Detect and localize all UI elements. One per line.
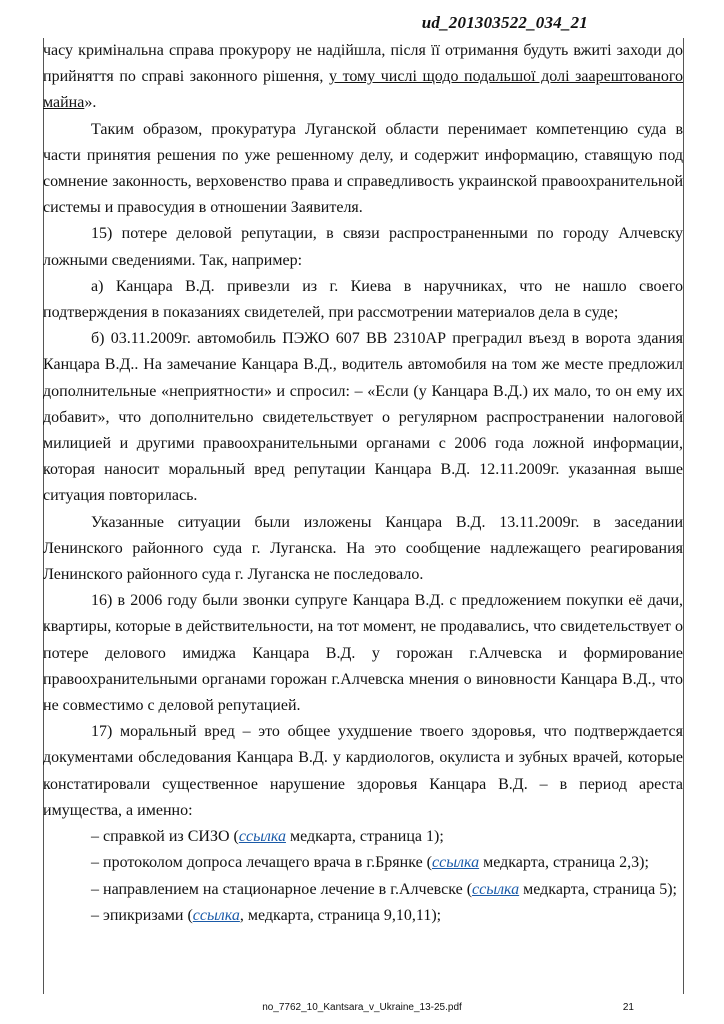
paragraph-item-16: 16) в 2006 году были звонки супруге Канцара В.Д. с предложением покупки её дачи, квартиры, которые в действительности, на тот момент, не продавались, что свидетельствует о потере делового имиджа Канцара В.Д. у горожан г.Алчевска и формирование правоохранительными органами горожан г.Алчевска мнения о виновности Канцара В.Д., что не совместимо с деловой репутацией. bbox=[43, 592, 683, 715]
paragraph-item-17: 17) моральный вред – это общее ухудшение твоего здоровья, что подтверждается документами обследования Канцара В.Д. у кардиологов, окулиста и зубных врачей, которые констатировали существенное нарушение здоровья Канцара В.Д. – в период ареста имущества, а именно: bbox=[43, 723, 683, 819]
paragraph-item-15a: а) Канцара В.Д. привезли из г. Киева в наручниках, что не нашло своего подтверждения в показаниях свидетелей, при рассмотрении материалов дела в суде; bbox=[43, 277, 683, 322]
document-id: ud_201303522_034_21 bbox=[421, 13, 588, 32]
list-item-epicrisis: – эпикризами (ссылка, медкарта, страница 9,10,11); bbox=[91, 906, 442, 924]
footer-filename: no_7762_10_Kantsara_v_Ukraine_13-25.pdf bbox=[262, 1002, 462, 1013]
paragraph-prosecutor: Таким образом, прокуратура Луганской области перенимает компетенцию суда в части принятия решения по уже решенному делу, и содержит информацию, ставящую под сомнение законность, верховенство права и справедливость украинской правоохранительной системы и правосудия в отношении Заявителя. bbox=[43, 120, 683, 217]
document-body bbox=[43, 38, 683, 929]
page-number: 21 bbox=[622, 1002, 634, 1013]
reference-link[interactable]: ссылка bbox=[192, 906, 240, 924]
reference-link[interactable]: ссылка bbox=[432, 854, 480, 872]
paragraph-quote-end: часу кримінальна справа прокурору не надійшла, після її отримання будуть вжиті заходи до прийняття по справі законного рішення, у тому числі щодо подальшої долі заарештованого майна». bbox=[43, 42, 684, 112]
list-item-referral: – направлением на стационарное лечение в г.Алчевске (ссылка медкарта, страница 5); bbox=[91, 880, 677, 898]
page-footer bbox=[0, 1002, 724, 1022]
reference-link[interactable]: ссылка bbox=[238, 828, 286, 846]
list-item-sizo: – справкой из СИЗО (ссылка медкарта, страница 1); bbox=[91, 828, 444, 846]
reference-link[interactable]: ссылка bbox=[472, 880, 520, 898]
underlined-quote: у тому числі щодо подальшої долі заарештованого майна bbox=[43, 68, 684, 112]
paragraph-court-report: Указанные ситуации были изложены Канцара В.Д. 13.11.2009г. в заседании Ленинского районного суда г. Луганска. На это сообщение надлежащего реагирования Ленинского районного суда г. Луганска не последовало. bbox=[43, 513, 683, 584]
paragraph-item-15: 15) потере деловой репутации, в связи распространенными по городу Алчевску ложными сведениями. Так, например: bbox=[43, 225, 683, 269]
paragraph-item-15b: б) 03.11.2009г. автомобиль ПЭЖО 607 ВВ 2310АР преградил въезд в ворота здания Канцара В.Д.. На замечание Канцара В.Д., водитель автомобиля на том же месте предложил дополнительные «неприятности» и спросил: – «Если (у Канцара В.Д.) их мало, то он ему их добавит», что дополнительно свидетельствует о регулярном распространении налоговой милицией и другими правоохранительными органами с 2006 года ложной информации, которая наносит моральный вред репутации Канцара В.Д. 12.11.2009г. указанная выше ситуация повторилась. bbox=[43, 330, 683, 505]
right-margin-rule bbox=[683, 38, 684, 994]
list-item-protocol: – протоколом допроса лечащего врача в г.Брянке (ссылка медкарта, страница 2,3); bbox=[91, 854, 649, 872]
